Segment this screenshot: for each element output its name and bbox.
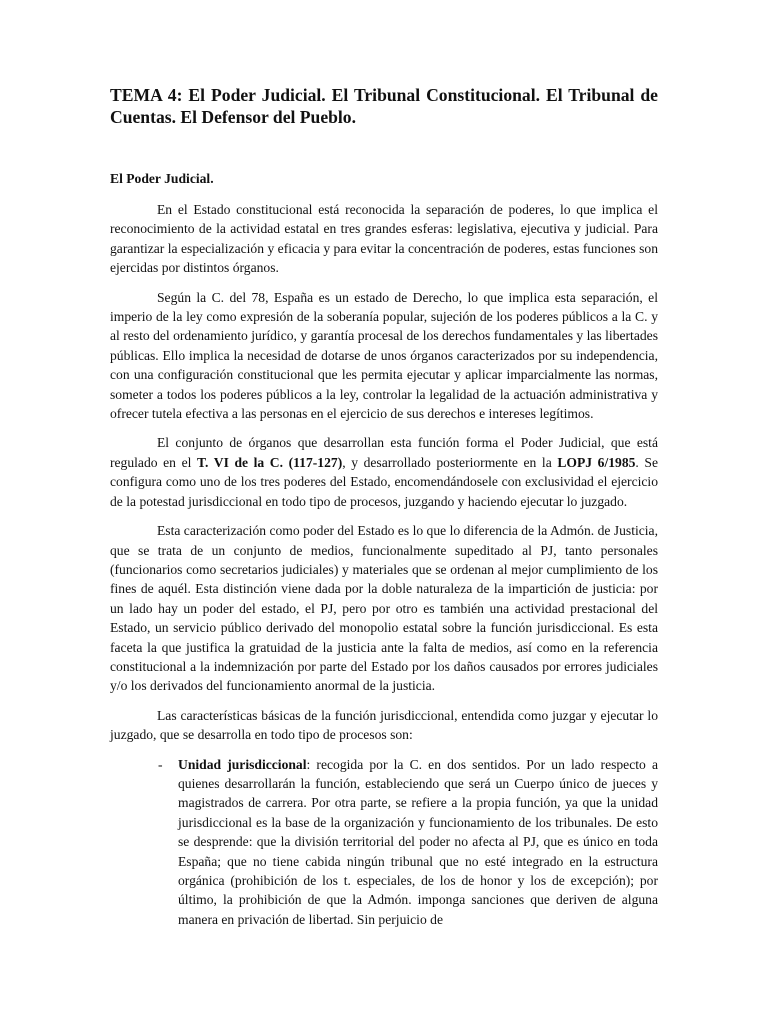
list-item xyxy=(110,755,658,930)
constitution-reference: T. VI de la C. (117-127) xyxy=(196,454,343,470)
paragraph-2: Según la C. del 78, España es un estado de Derecho, lo que implica esta separación, el imperio de la ley como expresión de la soberanía popular, sujeción de los poderes públicos a la C. y al resto del ordenamiento jurídico, y garantía procesal de los derechos fundamentales y las libertades públicas. Ello implica la necesidad de dotarse de unos órganos caracterizados por su independencia, con una configuración constitucional que les permita ejecutar y aplicar imparcialmente las normas, someter a todos los poderes públicos a la ley, controlar la legalidad de la actuación administrativa y ofrecer tutela efectiva a las personas en el ejercicio de sus derechos e intereses legítimos. xyxy=(110,289,658,422)
paragraph-3 xyxy=(110,433,658,511)
document-title: TEMA 4: El Poder Judicial. El Tribunal Constitucional. El Tribunal de Cuentas. El Defensor del Pueblo. xyxy=(110,85,658,127)
list-item-term: Unidad jurisdiccional xyxy=(178,756,307,772)
paragraph-3-text-a: El conjunto de órganos que desarrollan esta función forma el Poder Judicial, que está regulado en el xyxy=(110,435,658,470)
list-item-text: : recogida por la C. en dos sentidos. Por un lado respecto a quienes desarrollarán la función, estableciendo que será un Cuerpo único de jueces y magistrados de carrera. Por otra parte, se refiere a la propia función, ya que la unidad jurisdiccional es la base de la organización y funcionamiento de los tribunales. De esto se desprende: que la división territorial del poder no afecta al PJ, que es único en toda España; que no tiene cabida ningún tribunal que no esté integrado en la estructura orgánica (prohibición de los t. especiales, de los de honor y los de excepción); por último, la prohibición de que la Admón. imponga sanciones que deriven de alguna manera en privación de libertad. Sin perjuicio de xyxy=(178,756,658,927)
paragraph-5: Las características básicas de la función jurisdiccional, entendida como juzgar y ejecutar lo juzgado, que se desarrolla en todo tipo de procesos son: xyxy=(110,707,658,743)
section-heading: El Poder Judicial. xyxy=(110,171,214,186)
document-body xyxy=(110,200,658,929)
paragraph-3-text-b: , y desarrollado posteriormente en la xyxy=(342,454,558,470)
list-dash: - xyxy=(158,756,163,772)
characteristics-list xyxy=(110,755,658,930)
paragraph-4: Esta caracterización como poder del Estado es lo que lo diferencia de la Admón. de Justicia, que se trata de un conjunto de medios, funcionalmente supeditado al PJ, tanto personales (funcionarios como secretarios judiciales) y materiales que se ordenan al mejor cumplimiento de los fines de aquél. Esta distinción viene dada por la doble naturaleza de la impartición de justicia: por un lado hay un poder del estado, el PJ, pero por otro es también una actividad prestacional del Estado, un servicio público derivado del monopolio estatal sobre la función jurisdiccional. Es esta faceta la que justifica la gratuidad de la justicia ante la falta de medios, así como en la referencia constitucional a la indemnización por parte del Estado por los daños causados por errores judiciales y/o los derivados del funcionamiento anormal de la justicia. xyxy=(110,523,658,694)
paragraph-3-text-c: . Se configura como uno de los tres poderes del Estado, encomendándosele con exclusividad el ejercicio de la potestad jurisdiccional en todo tipo de procesos, juzgando y haciendo ejecutar lo juzgado. xyxy=(110,454,659,509)
paragraph-1: En el Estado constitucional está reconocida la separación de poderes, lo que implica el reconocimiento de la actividad estatal en tres grandes esferas: legislativa, ejecutiva y judicial. Para garantizar la especialización y eficacia y para evitar la concentración de poderes, estas funciones son ejercidas por distintos órganos. xyxy=(110,202,658,276)
lopj-reference: LOPJ 6/1985 xyxy=(557,454,636,470)
